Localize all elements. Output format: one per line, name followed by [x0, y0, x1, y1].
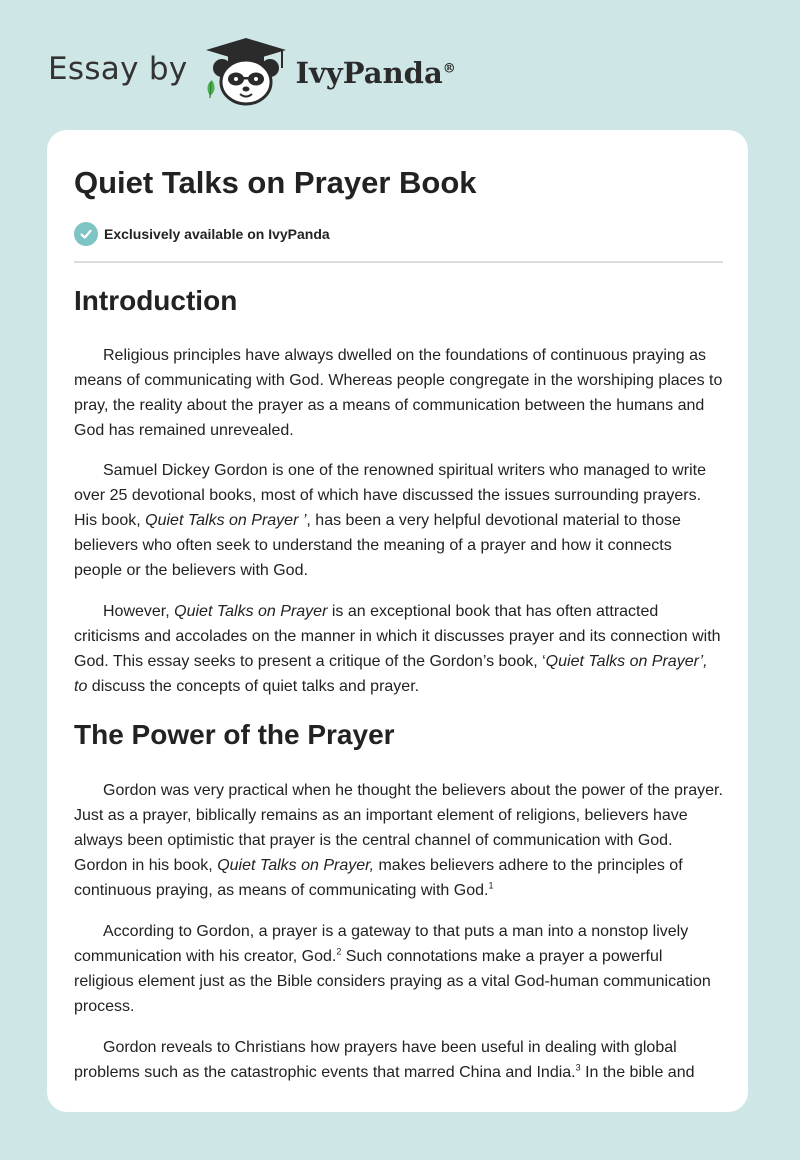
paragraph: Gordon was very practical when he thought the believers about the power of the prayer. Just as a prayer, biblically remains as an important element of religions, believers have always been optimistic that prayer is the central channel of communication with God. Gordon in his book, Quiet Talks on Prayer, makes believers adhere to the principles of continuous praying, as means of communicating with God.$^1$: [74, 782, 723, 899]
book-title: Quiet Talks on Prayer,: [217, 857, 375, 874]
brand-header: [48, 36, 456, 108]
title-divider: [74, 261, 723, 263]
book-title: Quiet Talks on Prayer ’: [145, 512, 307, 529]
footnote-ref[interactable]: 1: [488, 880, 494, 891]
paragraph: However, Quiet Talks on Prayer is an exceptional book that has often attracted criticisms and accolades on the manner in which it discusses prayer and its connection with God. This essay seeks to present a critique of the Gordon’s book, ‘Quiet Talks on Prayer’, to discuss the concepts of quiet talks and prayer.: [74, 603, 721, 695]
check-circle-icon: [74, 222, 98, 246]
exclusive-badge-label: Exclusively available on IvyPanda: [104, 226, 330, 242]
footnote-ref[interactable]: 2: [336, 946, 342, 957]
book-title: Quiet Talks on Prayer: [174, 603, 328, 620]
brand-prefix: Essay by: [48, 51, 188, 87]
paragraph: According to Gordon, a prayer is a gateway to that puts a man into a nonstop lively communication with his creator, God.$^2$ Such connotations make a prayer a powerful religious element just as the Bible considers praying as a vital God-human communication process.: [74, 923, 711, 1015]
section-heading-introduction: Introduction: [74, 285, 238, 316]
book-title: Quiet Talks on Prayer’, to: [74, 653, 708, 695]
section-heading-power-of-prayer: The Power of the Prayer: [74, 719, 395, 750]
graduation-panda-icon: [202, 36, 290, 108]
essay-card: [47, 130, 748, 1112]
brand-name: IvyPanda®: [295, 56, 456, 90]
paragraph: Samuel Dickey Gordon is one of the renowned spiritual writers who managed to write over 25 devotional books, most of which have discussed the issues surrounding prayers. His book, Quiet Talks on Prayer ’, has been a very helpful devotional material to those believers who often seek to understand the meaning of a prayer and how it connects people or the believers with God.: [74, 462, 706, 579]
exclusive-badge: [74, 222, 330, 246]
footnote-ref[interactable]: 3: [575, 1062, 581, 1073]
paragraph: Religious principles have always dwelled on the foundations of continuous praying as means of communicating with God. Whereas people congregate in the worshiping places to pray, the reality about the prayer as a means of communication between the humans and God has remained unrevealed.: [74, 347, 723, 439]
paragraph: Gordon reveals to Christians how prayers have been useful in dealing with global problems such as the catastrophic events that marred China and India.$^3$ In the bible and: [74, 1039, 695, 1081]
page-title: Quiet Talks on Prayer Book: [74, 165, 477, 200]
